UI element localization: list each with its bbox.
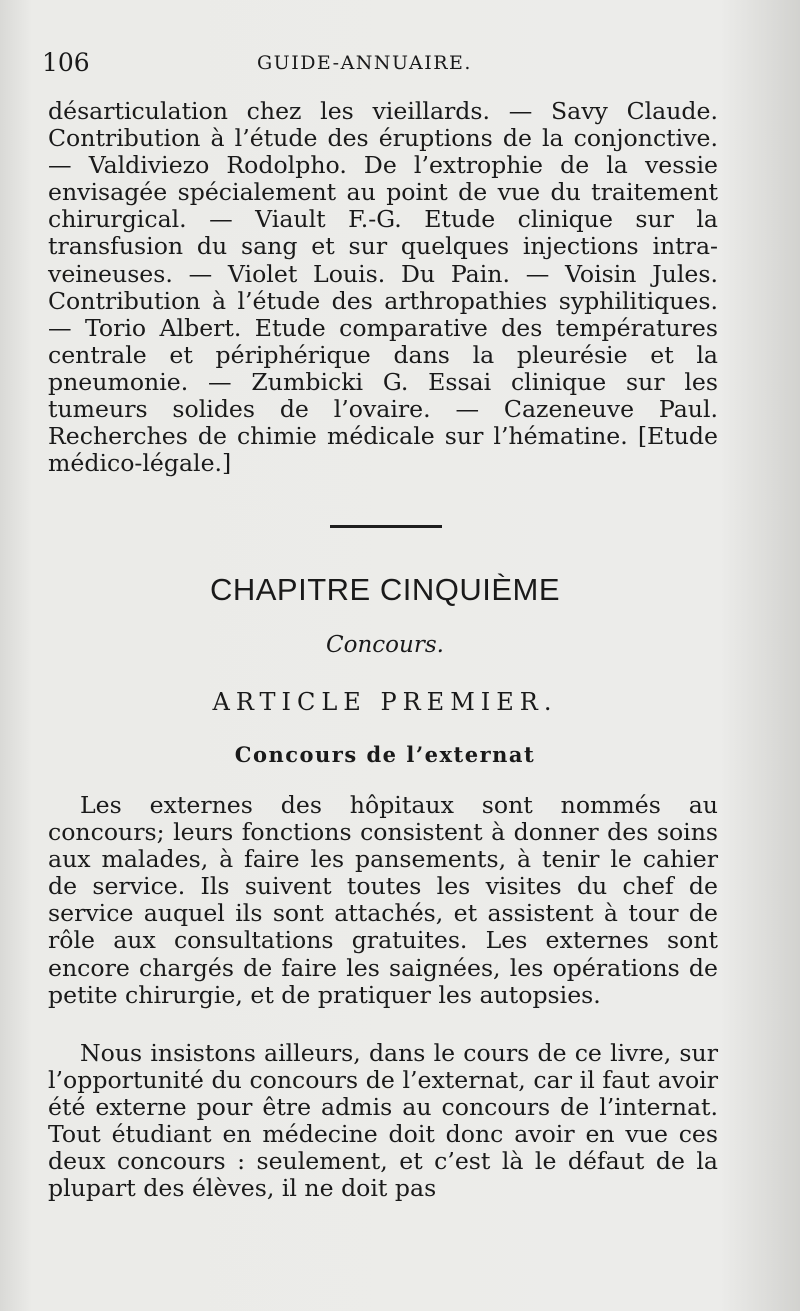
chapter-subtitle: Concours.	[326, 632, 444, 658]
page-header	[42, 48, 708, 84]
article-title: ARTICLE PREMIER.	[212, 688, 558, 716]
section-divider	[330, 525, 442, 528]
running-head: GUIDE-ANNUAIRE.	[257, 52, 472, 74]
paragraph-thesis-list: désarticulation chez les vieillards. — Savy Claude. Contribution à l’étude des éruptions de la conjonctive. — Valdiviezo Rodolpho. De l’extrophie de la vessie envisagée spécialement au point de vue du traitement chirurgical. — Viault F.-G. Etude clinique sur la transfusion du sang et sur quelques injections intra-veineuses. — Violet Louis. Du Pain. — Voisin Jules. Contribution à l’étude des arthropathies syphilitiques. — Torio Albert. Etude comparative des températures centrale et périphérique dans la pleurésie et la pneumonie. — Zumbicki G. Essai clinique sur les tumeurs solides de l’ovaire. — Cazeneuve Paul. Recherches de chimie médicale sur l’hématine. [Etude médico-légale.]	[48, 97, 718, 478]
paragraph-concours: Nous insistons ailleurs, dans le cours de ce livre, sur l’opportunité du concours de l’externat, car il faut avoir été externe pour être admis au concours de l’internat. Tout étudiant en médecine doit donc avoir en vue ces deux concours : seulement, et c’est là le défaut de la plupart des élèves, il ne doit pas	[48, 1039, 718, 1203]
paragraph-externes: Les externes des hôpitaux sont nommés au concours; leurs fonctions consistent à donner des soins aux malades, à faire les pansements, à tenir le cahier de service. Ils suivent toutes les visites du chef de service auquel ils sont attachés, et assistent à tour de rôle aux consultations gratuites. Les externes sont encore chargés de faire les saignées, les opérations de petite chirurgie, et de pratiquer les autopsies.	[48, 791, 718, 1009]
page-number: 106	[42, 48, 90, 77]
section-title: Concours de l’externat	[234, 742, 536, 767]
chapter-title: CHAPITRE CINQUIÈME	[209, 572, 561, 607]
